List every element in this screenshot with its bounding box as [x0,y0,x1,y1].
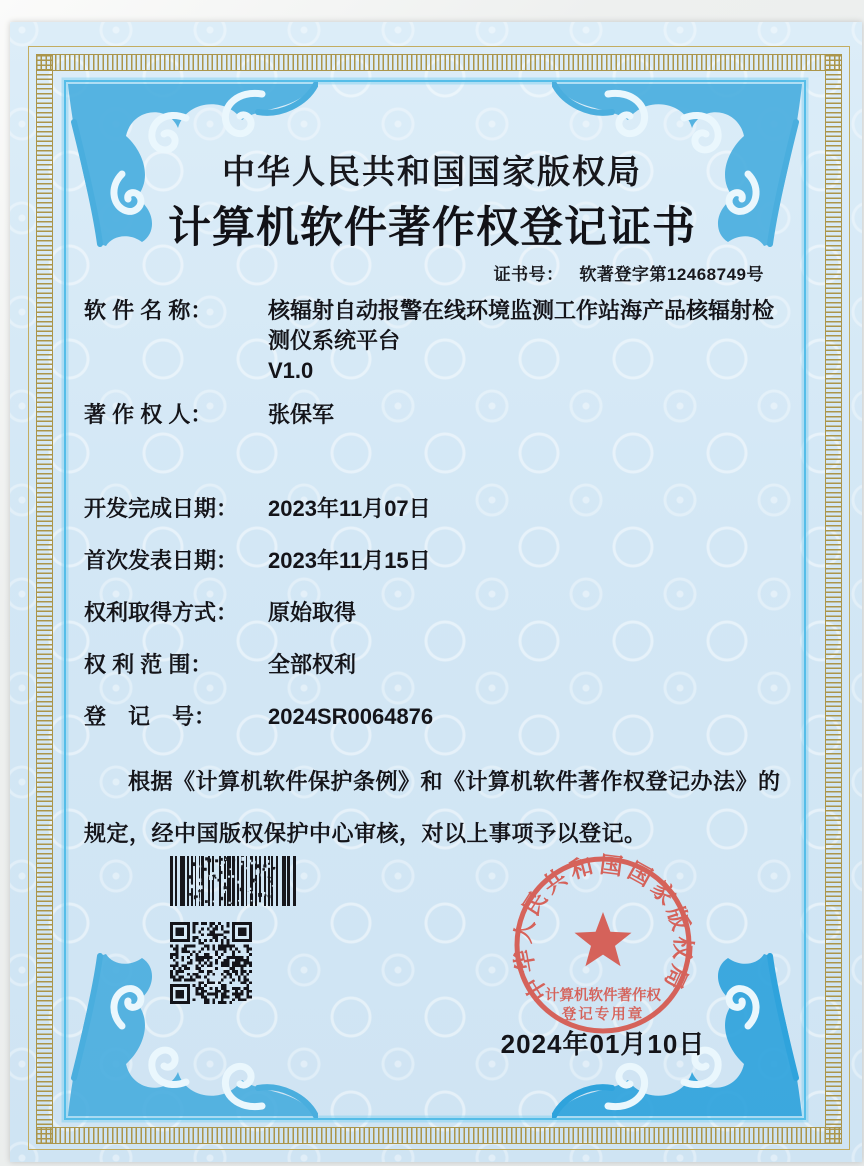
field-label: 登 记 号： [84,704,217,729]
field-label: 首次发表日期： [84,548,239,573]
barcode-image [170,856,296,906]
issuing-authority-title: 中华人民共和国国家版权局 [222,155,642,191]
field-copyright-owner [84,400,786,430]
official-seal [508,850,698,1040]
field-value: 张保军 [268,402,335,427]
field-label: 著 作 权 人： [84,402,213,427]
field-dev-complete-date [84,494,786,524]
field-value: 2024SR0064876 [268,704,434,729]
field-value: 原始取得 [268,600,357,625]
field-rights-scope [84,650,786,680]
registration-statement: 根据《计算机软件保护条例》和《计算机软件著作权登记办法》的规定，经中国版权保护中心审核，对以上事项予以登记。 [84,769,781,846]
field-value: 2023年11月07日 [268,496,431,521]
field-value [268,296,786,386]
field-label: 权利取得方式： [84,600,239,625]
qr-code-image [170,922,252,1004]
certificate-number-value: 软著登字第12468749号 [579,265,764,284]
software-version-text: V1.0 [268,358,314,383]
issue-date: 2024年01月10日 [500,1029,706,1059]
software-name-text: 核辐射自动报警在线环境监测工作站海产品核辐射检测仪系统平台 [268,298,775,353]
field-rights-acquisition [84,598,786,628]
field-registration-number [84,702,786,732]
red-star-icon [575,912,632,966]
field-value: 2023年11月15日 [268,548,431,573]
field-label: 开发完成日期： [84,496,239,521]
certificate-fields [84,296,786,860]
gold-meander-border-top [36,54,842,71]
certificate-title: 计算机软件著作权登记证书 [168,205,696,252]
seal-inner-line2: 登记专用章 [561,1007,645,1023]
certificate-number-line [84,260,764,285]
seal-inner-line1: 计算机软件著作权 [545,988,661,1004]
field-first-publish-date [84,546,786,576]
field-value: 全部权利 [268,652,357,677]
field-label: 权 利 范 围： [84,652,213,677]
gold-meander-border-bottom [36,1127,842,1144]
field-label: 软 件 名 称： [84,298,213,323]
certificate-number-label: 证书号： [493,265,564,284]
field-software-name [84,296,786,386]
seal-ring-text: 中华人民共和国国家版权局 [509,851,697,1006]
